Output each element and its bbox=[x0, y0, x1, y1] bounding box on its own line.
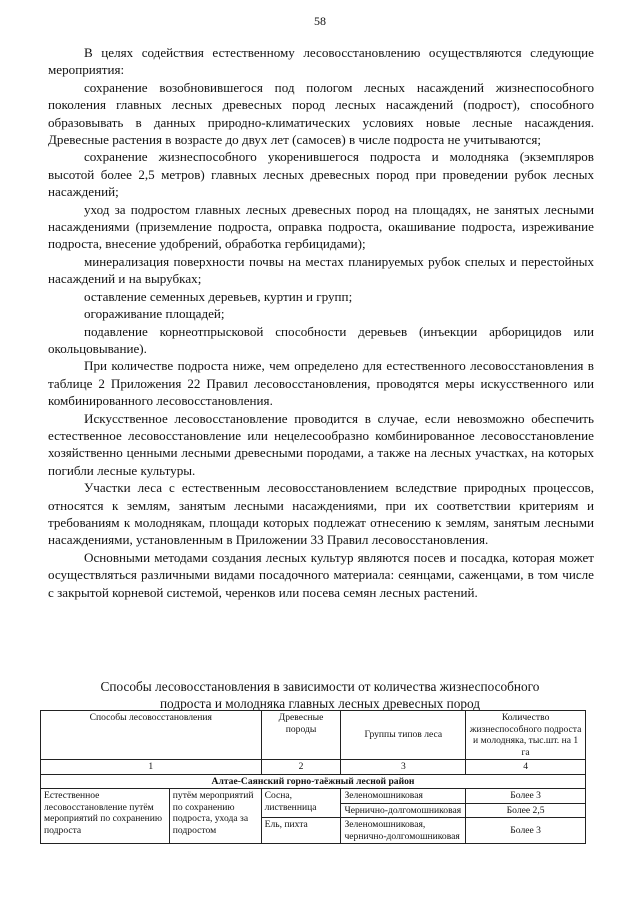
quantity-cell: Более 2,5 bbox=[466, 803, 586, 818]
column-number: 2 bbox=[261, 760, 341, 775]
paragraph-methods: Основными методами создания лесных культур являются посев и посадка, которая может осуществляться различными видами посадочного материала: сеянцами, саженцами, в том числе с закрытой корневой системой, черенков или посева семян лесных растений. bbox=[48, 549, 594, 600]
forest-type-cell: Зеленомошниковая bbox=[341, 789, 466, 804]
table-caption-line2: подроста и молодняка главных лесных древесных пород bbox=[159, 696, 481, 711]
paragraph-natural-plots: Участки леса с естественным лесовосстановлением вследствие природных процессов, относятся к землям, занятым лесными насаждениями, при их соответствии критериям и требованиям к молоднякам, площади которых подлежат отнесению к землям, занятым лесными насаждениями, установленным в Приложении 33 Правил лесовосстановления. bbox=[48, 480, 594, 548]
forest-type-cell: Зеленомошниковая, чернично-долгомошниковая bbox=[341, 818, 466, 844]
species-cell: Ель, пихта bbox=[261, 818, 341, 844]
paragraph-intro: В целях содействия естественному лесовосстановлению осуществляются следующие мероприятия: bbox=[48, 45, 594, 78]
column-number: 3 bbox=[341, 760, 466, 775]
forest-type-cell: Чернично-долгомошниковая bbox=[341, 803, 466, 818]
zone-title: Алтае-Саянский горно-таёжный лесной район bbox=[41, 774, 586, 789]
paragraph-measure-5: оставление семенных деревьев, куртин и групп; bbox=[84, 288, 353, 304]
column-number: 1 bbox=[41, 760, 262, 775]
page-number: 58 bbox=[314, 14, 326, 28]
paragraph-measure-7: подавление корнеотпрысковой способности деревьев (инъекции арборицидов или окольцовывание). bbox=[48, 323, 594, 356]
quantity-cell: Более 3 bbox=[466, 818, 586, 844]
table-row bbox=[41, 789, 586, 804]
table-header-row bbox=[41, 711, 586, 760]
reforestation-table bbox=[40, 710, 586, 844]
species-cell: Сосна, лиственница bbox=[261, 789, 341, 818]
paragraph-measure-4: минерализация поверхности почвы на местах планируемых рубок спелых и перестойных насаждений и на вырубках; bbox=[48, 253, 594, 287]
column-number: 4 bbox=[466, 760, 586, 775]
quantity-cell: Более 3 bbox=[466, 789, 586, 804]
paragraph-measure-3: уход за подростом главных лесных древесных пород на площадях, не занятых лесными насаждениями (приземление подроста, оправка подроста, окашивание подроста, изреживание подроста, внесение удобрений, обработка гербицидами); bbox=[48, 201, 594, 252]
header-methods: Способы лесовосстановления bbox=[41, 711, 262, 760]
paragraph-measure-2: сохранение жизнеспособного укоренившегося подроста и молодняка (экземпляров высотой более 2,5 метров) главных лесных древесных пород при проведении рубок лесных насаждений; bbox=[48, 149, 594, 200]
paragraph-undergrowth: При количестве подроста ниже, чем определено для естественного лесовосстановления в таблице 2 Приложения 22 Правил лесовосстановления, проводятся меры искусственного или комбинированного лесовосстановления. bbox=[48, 358, 594, 409]
zone-row bbox=[41, 774, 586, 789]
header-forest-types: Группы типов леса bbox=[341, 711, 466, 760]
paragraph-artificial: Искусственное лесовосстановление проводится в случае, если невозможно обеспечить естественное лесовосстановление или нецелесообразно комбинированное лесовосстановление хозяйственно ценными лесными древесными породами, а также на лесных участках, на которых погибли лесные культуры. bbox=[48, 410, 594, 478]
method-detail-cell: путём мероприятий по сохранению подроста, ухода за подростом bbox=[169, 789, 261, 844]
header-species: Древесные породы bbox=[261, 711, 341, 760]
table-caption bbox=[40, 678, 600, 712]
body-text bbox=[48, 44, 594, 601]
header-quantity: Количество жизнеспособного подроста и молодняка, тыс.шт. на 1 га bbox=[466, 711, 586, 760]
column-number-row bbox=[41, 760, 586, 775]
paragraph-measure-1: сохранение возобновившегося под пологом лесных насаждений жизнеспособного поколения главных лесных древесных пород лесных насаждений (подрост), способного образовывать в данных природно-климатических условиях новые лесные насаждения. Древесные растения в возрасте до двух лет (самосев) в числе подроста не учитываются; bbox=[48, 79, 594, 148]
table-caption-line1: Способы лесовосстановления в зависимости от количества жизнеспособного bbox=[100, 679, 540, 694]
paragraph-measure-6: огораживание площадей; bbox=[84, 306, 225, 322]
method-name-cell: Естественное лесовосстановление путём мероприятий по сохранению подроста bbox=[41, 789, 170, 844]
